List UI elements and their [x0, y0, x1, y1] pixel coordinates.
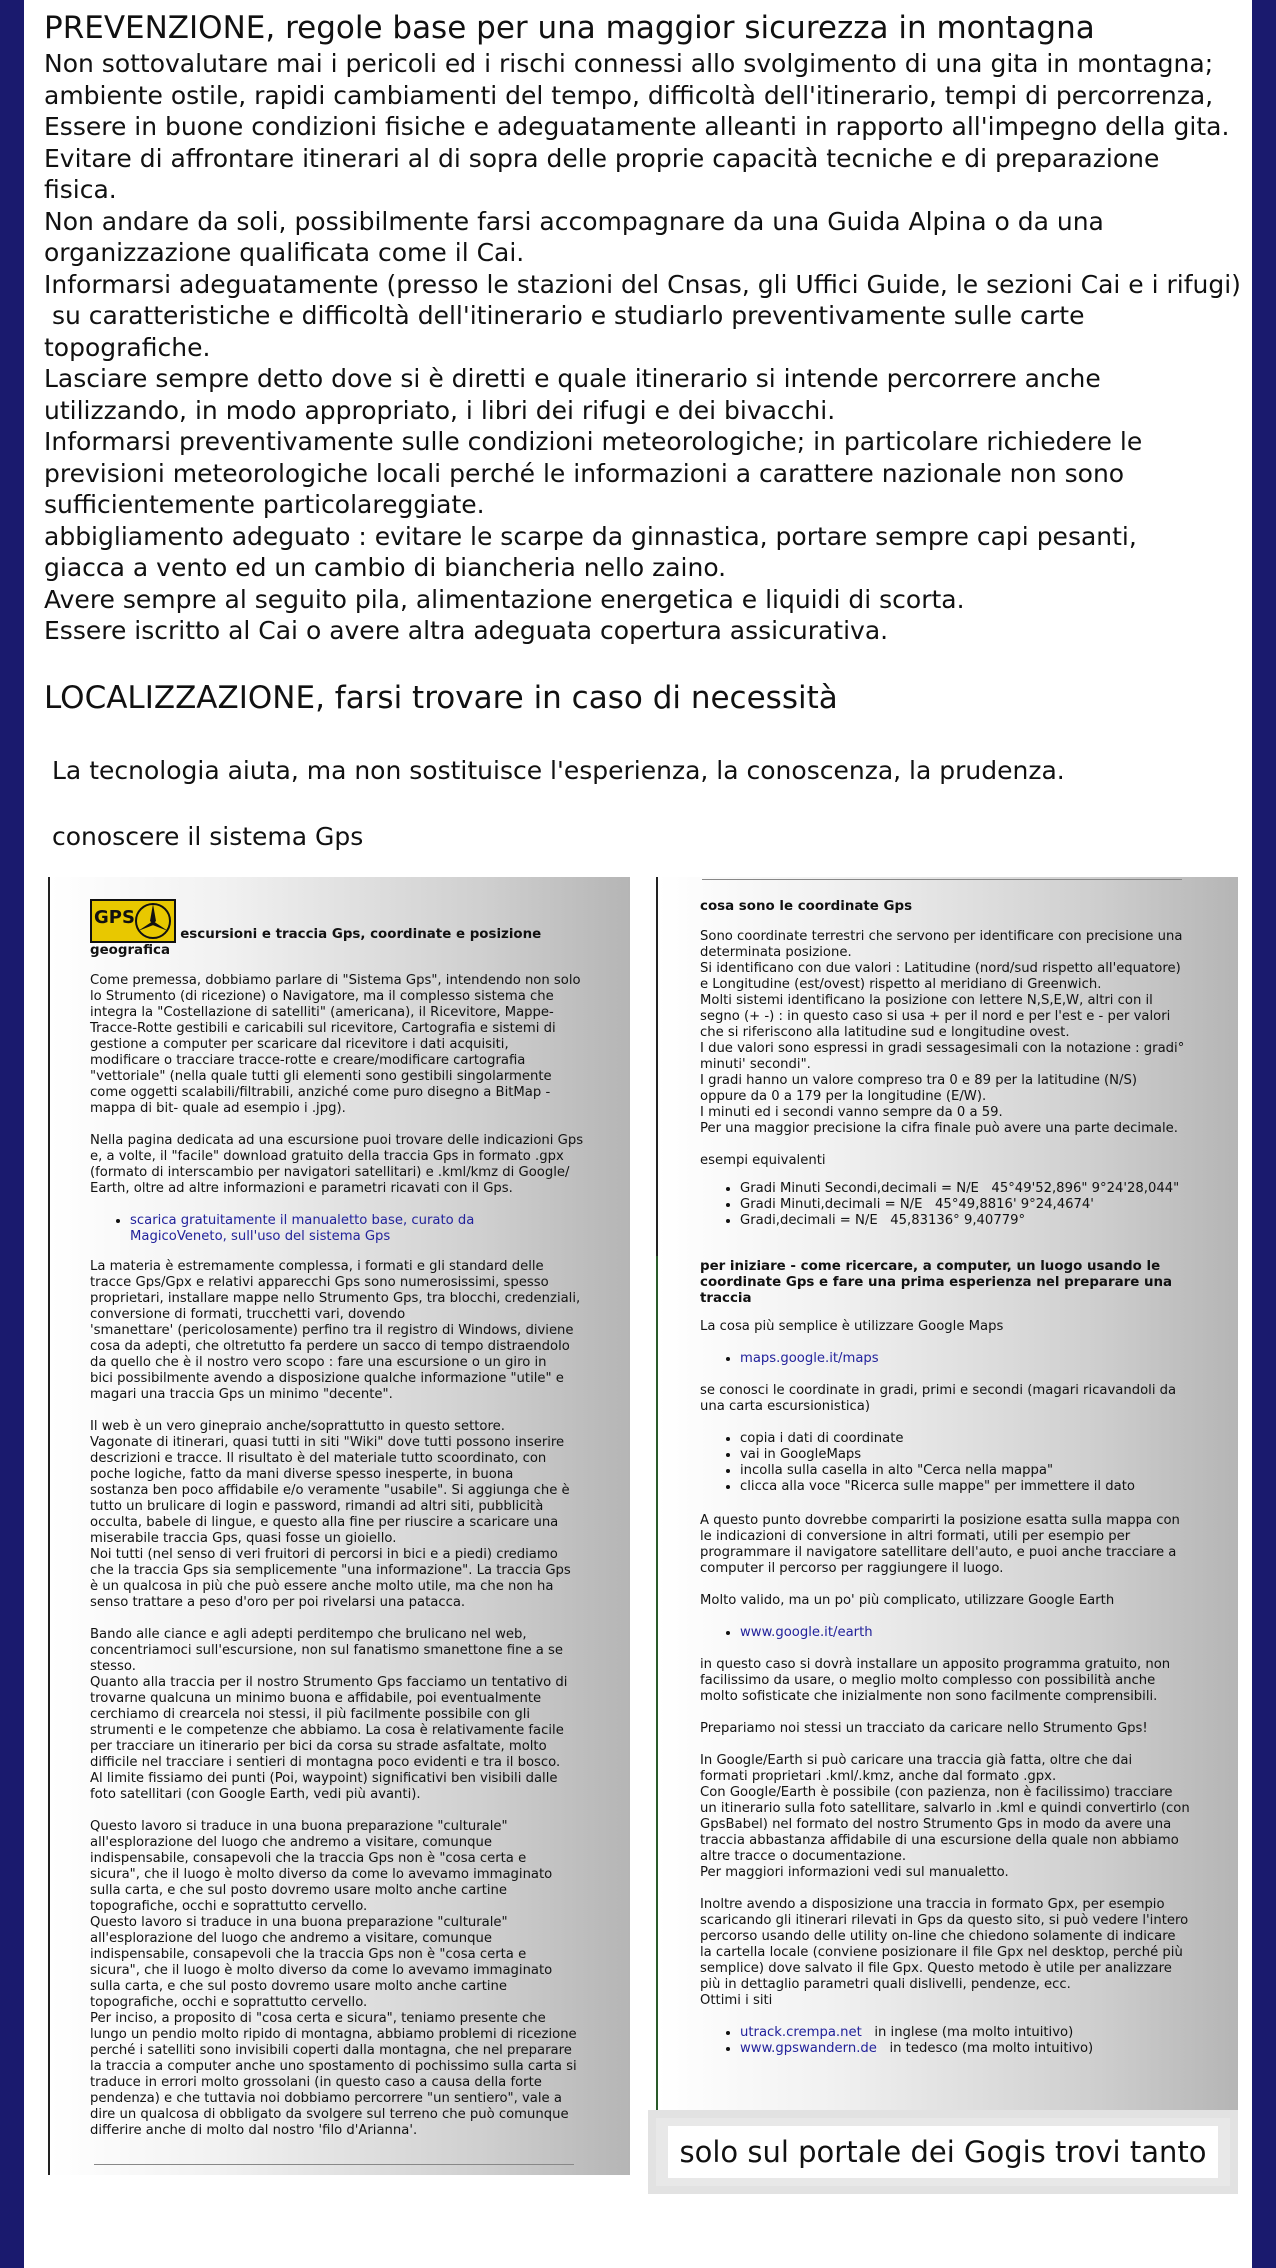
rule-line: ambiente ostile, rapidi cambiamenti del tempo, difficoltà dell'itinerario, tempi di percorrenza,	[44, 80, 1214, 110]
maps-link-list	[700, 1351, 1200, 1367]
rule-line: previsioni meteorologiche locali perché le informazioni a carattere nazionale non sono	[44, 458, 1125, 488]
paragraph: in questo caso si dovrà installare un apposito programma gratuito, non facilissimo da usare, o meglio molto complesso con possibilità anche molto sofisticate che inizialmente non sono facilmente comprensibili.	[700, 1657, 1171, 1704]
google-earth-link[interactable]: www.google.it/earth	[740, 1625, 873, 1640]
list-item: • incolla sulla casella in alto "Cerca nella mappa"	[740, 1463, 1200, 1479]
rule-line: Essere iscritto al Cai o avere altra adeguata copertura assicurativa.	[44, 616, 889, 645]
divider	[656, 1256, 658, 2112]
rule-line: Evitare di affrontare itinerari al di sopra delle proprie capacità tecniche e di preparazione	[44, 143, 1160, 173]
rule-line: sufficientemente particolareggiate.	[44, 490, 485, 519]
sites-list	[700, 2025, 1200, 2057]
list-item: • Gradi Minuti,decimali = N/E 45°49,8816' 9°24,4674'	[740, 1197, 1200, 1213]
steps-list	[700, 1431, 1200, 1495]
left-border	[0, 0, 24, 2268]
rule-line: Non andare da soli, possibilmente farsi accompagnare da una Guida Alpina o da una	[44, 206, 1104, 236]
examples-label: esempi equivalenti	[700, 1153, 826, 1168]
prevention-rules	[44, 48, 1256, 647]
rule-line: su caratteristiche e difficoltà dell'itinerario e studiarlo preventivamente sulle carte	[44, 301, 1085, 330]
paragraph: Sono coordinate terrestri che servono per identificare con precisione una determinata posizione. Si identificano con due valori : Latitudine (nord/sud rispetto all'equatore) e Longitudine (est/ovest) rispetto al meridiano di Greenwich. Molti sistemi identificano la posizione con lettere N,S,E,W, altri con il segno (+ -) : in questo caso si usa + per il nord e per l'est e - per valori che si riferiscono alla latitudine sud e longitudine ovest. I due valori sono espressi in gradi sessagesimali con la notazione : gradi° minuti' secondi". I gradi hanno un valore compreso tra 0 e 89 per la latitudine (N/S) oppure da 0 a 179 per la longitudine (E/W). I minuti ed i secondi vanno sempre da 0 a 59. Per una maggior precisione la cifra finale può avere una parte decimale.	[700, 929, 1185, 1136]
paragraph: Inoltre avendo a disposizione una traccia in formato Gpx, per esempio scaricando gli itinerari rilevati in Gps da questo sito, si può vedere l'intero percorso usando delle utility on-line che chiedono solamente di indicare la cartella locale (conviene posizionare il file Gpx nel desktop, perché più semplice) dove salvato il file Gpx. Questo metodo è utile per analizzare più in dettaglio parametri quali dislivelli, pendenze, ecc. Ottimi i siti	[700, 1897, 1189, 2008]
article-header	[90, 899, 605, 959]
rule-line: Lasciare sempre detto dove si è diretti e quale itinerario si intende percorrere anche	[44, 364, 1101, 393]
paragraph: Il web è un vero ginepraio anche/soprattutto in questo settore. Vagonate di itinerari, quasi tutti in siti "Wiki" dove tutti possono inserire descrizioni e tracce. Il risultato è del materiale tutto scoordinato, con poche logiche, fatto da mani diverse spesso inesperte, in buona sostanza ben poco affidabile e/o veramente "usabile". Si aggiunga che è tutto un brulicare di login e password, rimandi ad altri siti, pubblicità occulta, babele di lingue, e questo alla fine per riuscire a scaricare una miserabile traccia Gps, quasi fosse un gioiello. Noi tutti (nel senso di veri fruitori di percorsi in bici e a piedi) crediamo che la traccia Gps sia semplicemente "una informazione". La traccia Gps è un qualcosa in più che può essere anche molto utile, ma che non ha senso trattare a peso d'oro per poi rivelarsi una patacca.	[90, 1419, 571, 1610]
paragraph: Molto valido, ma un po' più complicato, utilizzare Google Earth	[700, 1593, 1115, 1608]
rule-line: organizzazione qualificata come il Cai.	[44, 238, 525, 267]
rule-line: topografiche.	[44, 332, 211, 362]
list-item	[130, 1213, 605, 1245]
gps-article-panel	[48, 877, 630, 2175]
rule-line: Informarsi adeguatamente (presso le stazioni del Cnsas, gli Uffici Guide, le sezioni Cai e i rifugi)	[44, 269, 1241, 299]
list-item	[740, 2025, 1200, 2041]
list-item	[740, 2041, 1200, 2057]
paragraph: Nella pagina dedicata ad una escursione puoi trovare delle indicazioni Gps e, a volte, il "facile" download gratuito della traccia Gps in formato .gpx (formato di interscambio per navigatori satellitari) e .kml/kmz di Google/ Earth, oltre ad altre informazioni e parametri ricavati con il Gps.	[90, 1133, 584, 1196]
promo-text: solo sul portale dei Gogis trovi tanto	[668, 2126, 1218, 2178]
localization-title: LOCALIZZAZIONE, farsi trovare in caso di necessità	[44, 680, 838, 716]
paragraph: se conosci le coordinate in gradi, primi e secondi (magari ricavandoli da una carta escursionistica)	[700, 1383, 1177, 1414]
gps-logo: GPS	[90, 899, 176, 943]
divider	[94, 2164, 574, 2165]
rule-line: Non sottovalutare mai i pericoli ed i rischi connessi allo svolgimento di una gita in montagna;	[44, 49, 1214, 78]
list-item: • clicca alla voce "Ricerca sulle mappe" per immettere il dato	[740, 1479, 1200, 1495]
divider	[702, 879, 1182, 880]
paragraph: In Google/Earth si può caricare una traccia già fatta, oltre che dai formati proprietari .kml/.kmz, anche dal formato .gpx. Con Google/Earth è possibile (con pazienza, non è facilissimo) tracciare un itinerario sulla foto satellitare, salvarlo in .kml e quindi convertirlo (con GpsBabel) nel formato del nostro Strumento Gps in modo da avere una traccia abbastanza affidabile di una escursione della quale non abbiamo altre tracce o documentazione. Per maggiori informazioni vedi sul manualetto.	[700, 1753, 1190, 1880]
getting-started-title: per iniziare - come ricercare, a computer, un luogo usando le coordinate Gps e fare una prima esperienza nel preparare una traccia	[700, 1259, 1173, 1306]
list-item: • Gradi Minuti Secondi,decimali = N/E 45°49'52,896" 9°24'28,044"	[740, 1181, 1200, 1197]
rule-line: utilizzando, in modo appropriato, i libri dei rifugi e dei bivacchi.	[44, 395, 836, 425]
gpswandern-link[interactable]: www.gpswandern.de	[740, 2041, 877, 2056]
paragraph: La cosa più semplice è utilizzare Google Maps	[700, 1319, 1004, 1334]
list-item: • vai in GoogleMaps	[740, 1447, 1200, 1463]
list-item: • Gradi,decimali = N/E 45,83136° 9,40779°	[740, 1213, 1200, 1229]
coordinates-panel	[656, 877, 1238, 2113]
prevention-section	[44, 10, 1256, 647]
mercedes-star-icon	[132, 901, 174, 941]
coordinates-title: cosa sono le coordinate Gps	[700, 899, 913, 914]
rule-line: fisica.	[44, 175, 117, 204]
paragraph: La materia è estremamente complessa, i formati e gli standard delle tracce Gps/Gpx e relativi apparecchi Gps sono numerosissimi, spesso proprietari, installare mappe nello Strumento Gps, tra blocchi, credenziali, conversione di formati, trucchetti vari, dovendo 'smanettare' (pericolosamente) perfino tra il registro di Windows, diviene cosa da adepti, che oltretutto fa perdere un sacco di tempo distraendolo da quello che è il nostro vero scopo : fare una escursione o un giro in bici possibilmente avendo a disposizione qualche informazione "utile" e magari una traccia Gps un minimo "decente".	[90, 1259, 581, 1402]
prevention-title: PREVENZIONE, regole base per una maggior sicurezza in montagna	[44, 10, 1095, 46]
examples-list	[700, 1181, 1200, 1229]
earth-link-list	[700, 1625, 1200, 1641]
rule-line: abbigliamento adeguato : evitare le scarpe da ginnastica, portare sempre capi pesanti,	[44, 521, 1137, 551]
list-item: • copia i dati di coordinate	[740, 1431, 1200, 1447]
paragraph: Questo lavoro si traduce in una buona preparazione "culturale" all'esplorazione del luogo che andremo a visitare, comunque indispensabile, consapevoli che la traccia Gps non è "cosa certa e sicura", che il luogo è molto diverso da come lo avevamo immaginato sulla carta, e che sul posto dovremo usare molto anche cartine topografiche, occhi e soprattutto cervello. Questo lavoro si traduce in una buona preparazione "culturale" all'esplorazione del luogo che andremo a visitare, comunque indispensabile, consapevoli che la traccia Gps non è "cosa certa e sicura", che il luogo è molto diverso da come lo avevamo immaginato sulla carta, e che sul posto dovremo usare molto anche cartine topografiche, occhi e soprattutto cervello. Per inciso, a proposito di "cosa certa e sicura", teniamo presente che lungo un pendio molto ripido di montagna, abbiamo problemi di ricezione perché i satelliti sono invisibili coperti dalla montagna, che nel preparare la traccia a computer anche uno spostamento di pochissimo sulla carta si traduce in errori molto grossolani (in questo caso a causa della forte pendenza) e che tuttavia noi dobbiamo percorrere "un sentiero", vale a dire un qualcosa di obbligato da svolgere sul terreno che può comunque differire anche di molto dal nostro 'filo d'Arianna'.	[90, 1819, 577, 2138]
gps-heading: conoscere il sistema Gps	[52, 822, 364, 851]
list-item	[740, 1351, 1200, 1367]
list-item	[740, 1625, 1200, 1641]
paragraph: Come premessa, dobbiamo parlare di "Sistema Gps", intendendo non solo lo Strumento (di ricezione) o Navigatore, ma il complesso sistema che integra la "Costellazione di satelliti" (americana), il Ricevitore, Mappe- Tracce-Rotte gestibili e caricabili sul ricevitore, Cartografia e sistemi di gestione a computer per scaricare dal ricevitore i dati acquisiti, modificare o tracciare tracce-rotte e creare/modificare cartografia "vettoriale" (nella quale tutti gli elementi sono gestibili singolarmente come oggetti scalabili/filtrabili, anziché come puro disegno a BitMap - mappa di bit- quale ad esempio i .jpg).	[90, 973, 581, 1116]
paragraph: A questo punto dovrebbe comparirti la posizione esatta sulla mappa con le indicazioni di conversione in altri formati, utili per esempio per programmare il navigatore satellitare dell'auto, e puoi anche tracciare a computer il percorso per raggiungere il luogo.	[700, 1513, 1180, 1576]
google-maps-link[interactable]: maps.google.it/maps	[740, 1351, 879, 1366]
article-title: escursioni e traccia Gps, coordinate e posizione geografica	[90, 927, 542, 958]
rule-line: Essere in buone condizioni fisiche e adeguatamente alleanti in rapporto all'impegno della gita.	[44, 112, 1230, 141]
site-note: in tedesco (ma molto intuitivo)	[876, 2041, 1094, 2056]
promo-banner[interactable]	[648, 2110, 1238, 2194]
download-list	[90, 1213, 605, 1245]
paragraph: Prepariamo noi stessi un tracciato da caricare nello Strumento Gps!	[700, 1721, 1148, 1736]
manual-download-link[interactable]: • scarica gratuitamente il manualetto base, curato da MagicoVeneto, sull'uso del sistema Gps	[130, 1213, 475, 1244]
site-note: in inglese (ma molto intuitivo)	[861, 2025, 1074, 2040]
technology-note: La tecnologia aiuta, ma non sostituisce l'esperienza, la conoscenza, la prudenza.	[52, 756, 1065, 785]
rule-line: Avere sempre al seguito pila, alimentazione energetica e liquidi di scorta.	[44, 584, 965, 614]
rule-line: Informarsi preventivamente sulle condizioni meteorologiche; in particolare richiedere le	[44, 427, 1143, 456]
rule-line: giacca a vento ed un cambio di biancheria nello zaino.	[44, 553, 727, 582]
paragraph: Bando alle ciance e agli adepti perditempo che brulicano nel web, concentriamoci sull'escursione, non sul fanatismo smanettone fine a se stesso. Quanto alla traccia per il nostro Strumento Gps facciamo un tentativo di trovarne qualcuna un minimo buona e affidabile, poi eventualmente cerchiamo di crearcela noi stessi, il più facilmente possibile con gli strumenti e le competenze che abbiamo. La cosa è relativamente facile per tracciare un itinerario per bici da corsa su strade asfaltate, molto difficile nel tracciare i sentieri di montagna poco evidenti e tra il bosco. Al limite fissiamo dei punti (Poi, waypoint) significativi ben visibili dalle foto satellitari (con Google Earth, vedi più avanti).	[90, 1627, 568, 1802]
utrack-link[interactable]: utrack.crempa.net	[740, 2025, 862, 2040]
